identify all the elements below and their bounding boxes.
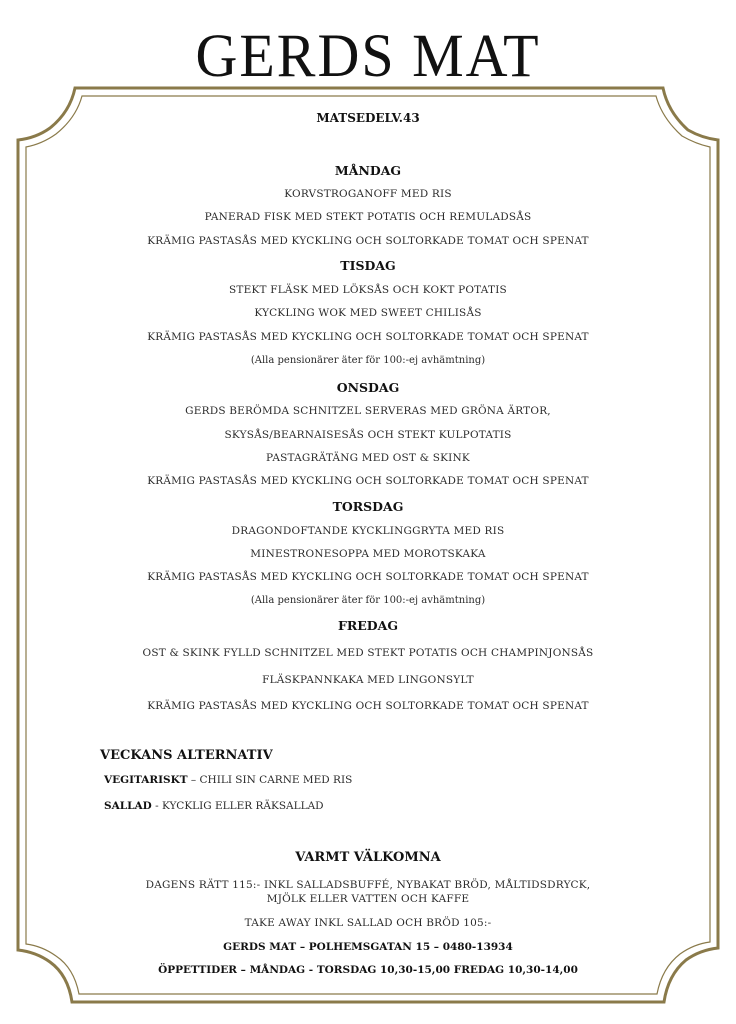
- dish-item: SKYSÅS/BEARNAISESÅS OCH STEKT KULPOTATIS: [224, 429, 512, 441]
- dish-item: KORVSTROGANOFF MED RIS: [284, 188, 452, 200]
- day-heading-thursday: TORSDAG: [332, 499, 404, 514]
- alternative-text: - KYCKLIG ELLER RÄKSALLAD: [151, 800, 324, 812]
- alternative-label: VEGITARISKT: [104, 774, 188, 786]
- address-line: GERDS MAT – POLHEMSGATAN 15 – 0480-13934: [223, 941, 513, 953]
- week-label: MATSEDELV.43: [316, 111, 420, 125]
- alternative-label: SALLAD: [104, 800, 152, 812]
- dish-item: KRÄMIG PASTASÅS MED KYCKLING OCH SOLTORKADE TOMAT OCH SPENAT: [147, 331, 589, 343]
- dish-item: KRÄMIG PASTASÅS MED KYCKLING OCH SOLTORKADE TOMAT OCH SPENAT: [147, 700, 589, 712]
- alternative-vegetarian: [104, 774, 352, 786]
- day-heading-tuesday: TISDAG: [340, 258, 396, 273]
- day-heading-monday: MÅNDAG: [334, 163, 402, 178]
- pensioner-note: (Alla pensionärer äter för 100:-ej avhämtning): [250, 595, 486, 606]
- dish-item: KRÄMIG PASTASÅS MED KYCKLING OCH SOLTORKADE TOMAT OCH SPENAT: [147, 571, 589, 583]
- alternative-salad: [104, 800, 324, 812]
- dish-item: MINESTRONESOPPA MED MOROTSKAKA: [250, 548, 486, 560]
- takeaway-line: TAKE AWAY INKL SALLAD OCH BRÖD 105:-: [244, 917, 492, 929]
- welcome-heading: VARMT VÄLKOMNA: [295, 850, 441, 865]
- opening-hours-line: ÖPPETTIDER – MÅNDAG - TORSDAG 10,30-15,00 FREDAG 10,30-14,00: [158, 964, 578, 976]
- dish-item: KRÄMIG PASTASÅS MED KYCKLING OCH SOLTORKADE TOMAT OCH SPENAT: [147, 475, 589, 487]
- dish-item: PANERAD FISK MED STEKT POTATIS OCH REMULADSÅS: [204, 211, 532, 223]
- day-heading-friday: FREDAG: [337, 618, 398, 633]
- dish-item: OST & SKINK FYLLD SCHNITZEL MED STEKT POTATIS OCH CHAMPINJONSÅS: [142, 647, 594, 659]
- alternative-text: – CHILI SIN CARNE MED RIS: [187, 774, 353, 786]
- dish-item: KRÄMIG PASTASÅS MED KYCKLING OCH SOLTORKADE TOMAT OCH SPENAT: [147, 235, 589, 247]
- day-heading-wednesday: ONSDAG: [336, 380, 400, 395]
- dish-item: KYCKLING WOK MED SWEET CHILISÅS: [254, 307, 482, 319]
- price-line: MJÖLK ELLER VATTEN OCH KAFFE: [266, 893, 470, 905]
- dish-item: GERDS BERÖMDA SCHNITZEL SERVERAS MED GRÖNA ÄRTOR,: [185, 405, 551, 417]
- pensioner-note: (Alla pensionärer äter för 100:-ej avhämtning): [250, 355, 486, 366]
- price-line: DAGENS RÄTT 115:- INKL SALLADSBUFFÉ, NYBAKAT BRÖD, MÅLTIDSDRYCK,: [145, 879, 591, 891]
- dish-item: PASTAGRÄTÄNG MED OST & SKINK: [266, 452, 470, 464]
- dish-item: DRAGONDOFTANDE KYCKLINGGRYTA MED RIS: [231, 525, 505, 537]
- alternatives-heading: VECKANS ALTERNATIV: [100, 748, 273, 763]
- dish-item: STEKT FLÄSK MED LÖKSÅS OCH KOKT POTATIS: [229, 284, 507, 296]
- page-title: GERDS MAT: [195, 21, 541, 90]
- dish-item: FLÄSKPANNKAKA MED LINGONSYLT: [262, 674, 474, 686]
